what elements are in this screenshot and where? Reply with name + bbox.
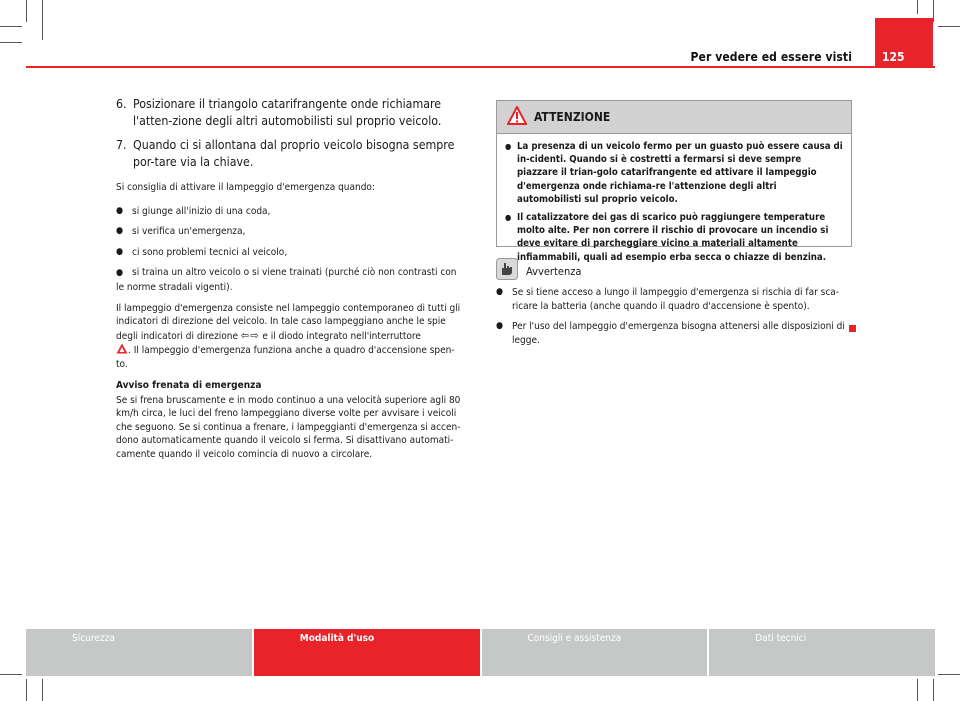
crop-mark [0, 42, 22, 43]
footer-tab-dati-tecnici[interactable]: Dati tecnici [709, 629, 935, 676]
crop-mark [0, 674, 22, 675]
list-item-text: si verifica un'emergenza, [132, 226, 246, 238]
header-rule [26, 66, 935, 68]
warning-body [497, 134, 851, 264]
step-item [116, 96, 466, 130]
left-column [116, 96, 466, 470]
bullet-icon: ● [505, 213, 512, 223]
crop-mark [933, 679, 934, 701]
hazard-paragraph [116, 302, 466, 372]
warning-header [497, 101, 851, 134]
brake-paragraph: Se si frena bruscamente e in modo continuo a una velocità superiore agli 80 km/h circa, le luci del freno lampeggiano diverse volte per avvisare i veicoli che seguono. Se si continua a frenare, i lampeggianti d'emergenza si accen-dono automaticamente quando il veicolo si ferma. Si disattivano automati-camente quando il veicolo comincia di nuovo a circolare. [116, 394, 461, 460]
note-section [496, 258, 852, 354]
footer-tab-modalita-duso[interactable]: Modalità d'uso [254, 629, 480, 676]
crop-mark [933, 0, 934, 22]
crop-mark [938, 26, 960, 27]
hazard-triangle-icon [116, 343, 128, 354]
warning-item-text: La presenza di un veicolo fermo per un guasto può essere causa di in-cidenti. Quando si è costretti a fermarsi si deve sempre piazzare il trian-golo catarifrangente ed attivare il lampeggio d'emergenza onde richiama-re l'attenzione degli altri automobilisti sul proprio veicolo. [517, 141, 843, 205]
section-end-marker [849, 325, 856, 332]
list-item [116, 205, 466, 219]
crop-mark [42, 679, 43, 701]
paragraph-part: . Il lampeggio d'emergenza funziona anche a quadro d'accensione spen-to. [116, 345, 455, 370]
paragraph-part: Il lampeggio d'emergenza consiste nel lampeggio contemporaneo di tutti gli indicatori di direzione del veicolo. In tale caso lampeggiano anche le spie degli indicatori di direzione [116, 302, 461, 342]
note-title: Avvertenza [526, 265, 582, 278]
footer-nav [26, 629, 935, 676]
list-item [116, 225, 466, 239]
note-item [496, 320, 852, 347]
step-text: Quando ci si allontana dal proprio veicolo bisogna sempre por-tare via la chiave. [133, 138, 455, 169]
section-heading: Avviso frenata di emergenza [116, 379, 262, 391]
crop-mark [26, 0, 27, 22]
bullet-icon: ● [116, 246, 124, 257]
bullet-icon: ● [505, 142, 512, 151]
crop-mark [917, 679, 918, 701]
page-number: 125 [882, 50, 905, 64]
list-item [116, 266, 466, 294]
warning-item [505, 211, 843, 264]
footer-tab-sicurezza[interactable]: Sicurezza [26, 629, 252, 676]
crop-mark [26, 679, 27, 701]
list-item-text: si traina un altro veicolo o si viene trainati (purché ciò non contrasti con le norme stradali vigenti). [116, 267, 457, 293]
list-item-text: si giunge all'inizio di una coda, [132, 205, 271, 217]
bullet-icon: ● [496, 287, 504, 297]
step-number: 6. [116, 97, 127, 111]
footer-tab-consigli-e-assistenza[interactable]: Consigli e assistenza [482, 629, 708, 676]
bullet-icon: ● [116, 268, 124, 279]
step-text: Posizionare il triangolo catarifrangente onde richiamare l'atten-zione degli altri automobilisti sul proprio veicolo. [133, 97, 442, 128]
page-title: Per vedere ed essere visti [690, 50, 852, 64]
warning-box [496, 100, 852, 263]
crop-mark [938, 674, 960, 675]
note-item [496, 286, 852, 313]
paragraph-part: e il diodo integrato nell'interruttore [262, 330, 421, 342]
crop-mark [0, 26, 22, 27]
warning-triangle-icon [507, 106, 527, 125]
crop-mark [917, 0, 918, 14]
note-header [496, 258, 852, 282]
intro-text: Si consiglia di attivare il lampeggio d'emergenza quando: [116, 182, 375, 193]
list-item [116, 246, 466, 260]
turn-signal-arrows-icon: ⇦⇨ [240, 328, 260, 342]
warning-title: ATTENZIONE [534, 110, 611, 124]
bullet-icon: ● [116, 205, 124, 216]
note-hand-icon [496, 258, 518, 280]
step-number: 7. [116, 138, 127, 152]
warning-item-text: Il catalizzatore dei gas di scarico può raggiungere temperature molto alte. Per non correre il rischio di provocare un incendio si deve evitare di parcheggiare vicino a materiali altamente infiammabili, quali ad esempio erba secca o chiazze di benzina. [517, 212, 829, 263]
note-item-text: Se si tiene acceso a lungo il lampeggio d'emergenza si rischia di far sca-ricare la batteria (anche quando il quadro d'accensione è spento). [512, 287, 840, 312]
crop-mark [42, 0, 43, 40]
note-item-text: Per l'uso del lampeggio d'emergenza bisogna attenersi alle disposizioni di legge. [512, 321, 845, 346]
warning-item [505, 140, 843, 206]
bullet-icon: ● [496, 321, 504, 332]
step-item [116, 137, 466, 171]
list-item-text: ci sono problemi tecnici al veicolo, [132, 246, 288, 258]
bullet-icon: ● [116, 226, 124, 237]
